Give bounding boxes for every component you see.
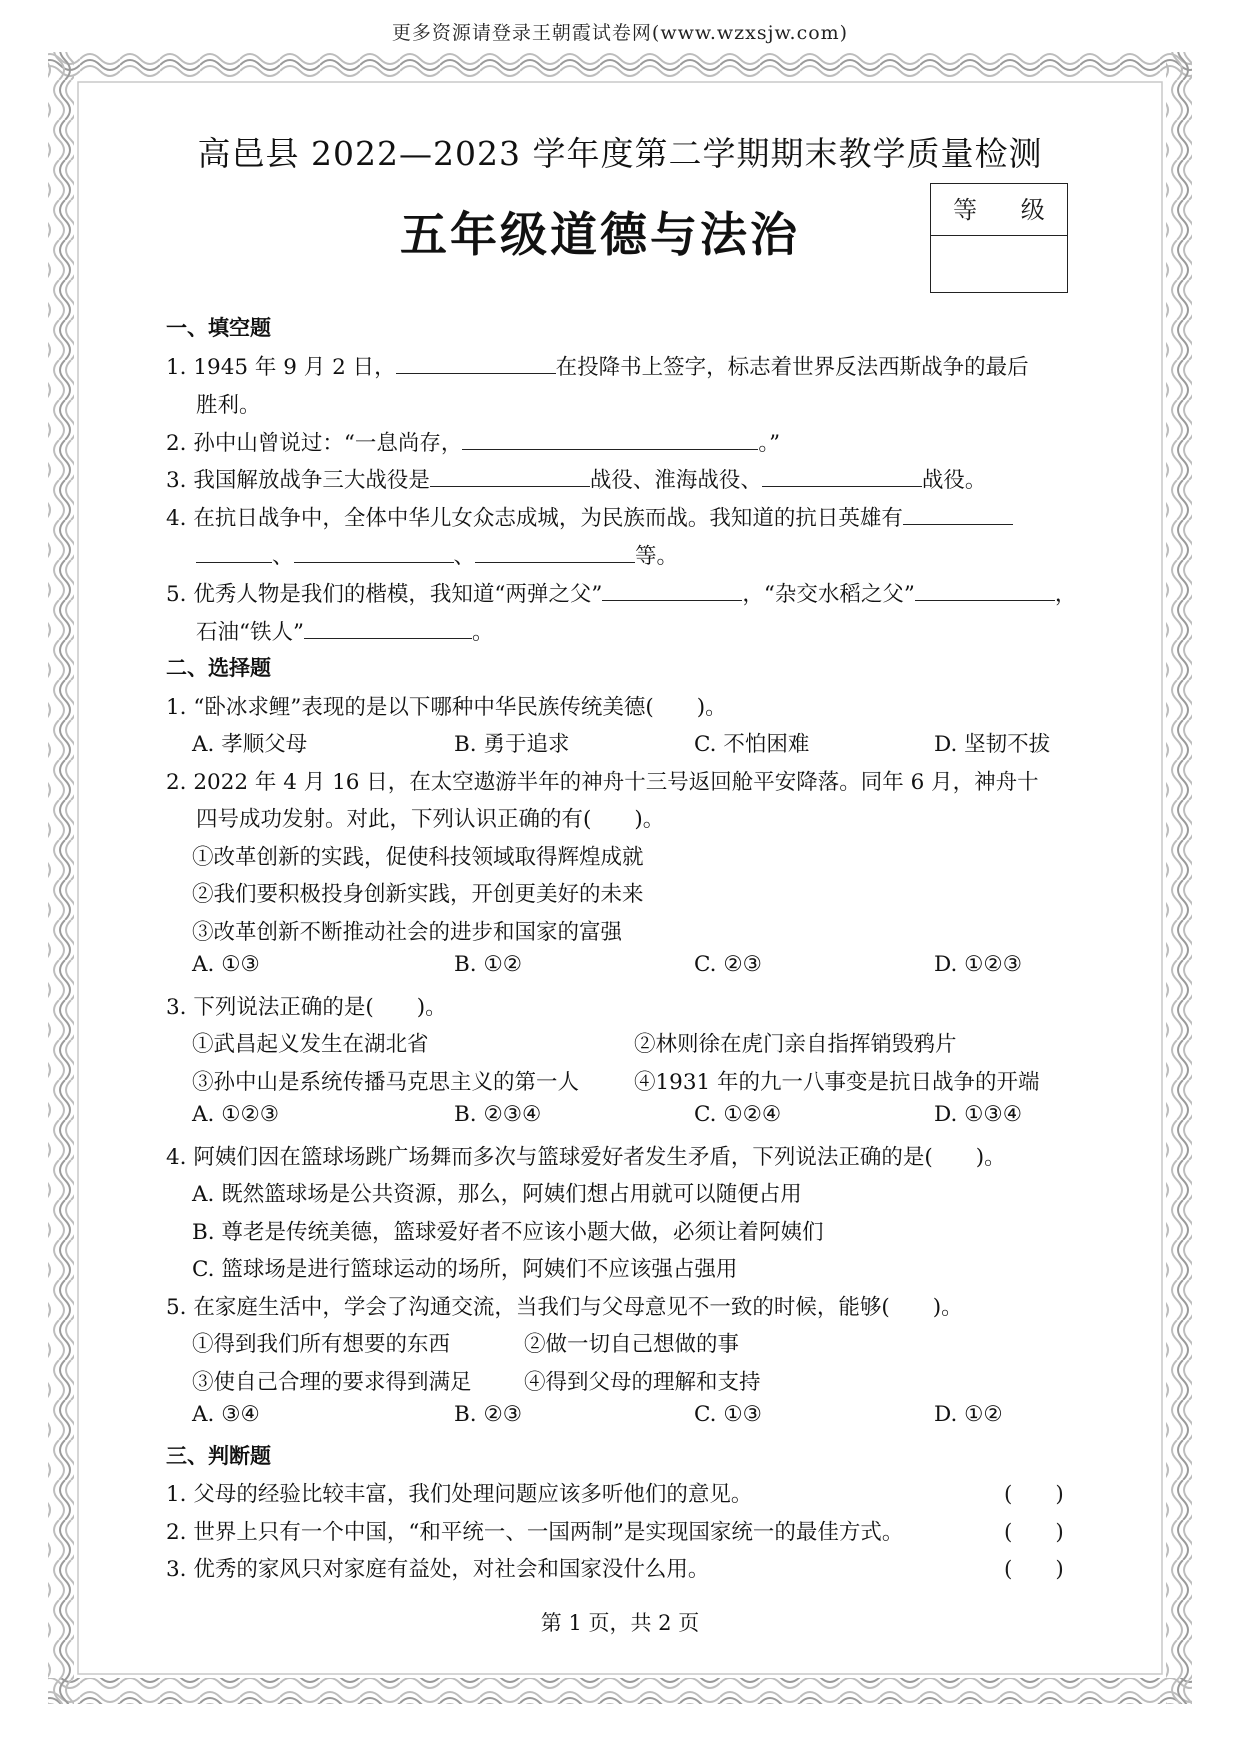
choice-option-d[interactable]: D. ①②: [934, 1402, 1003, 1427]
answer-blank[interactable]: [430, 464, 590, 487]
section-heading-fill: 一、填空题: [166, 316, 271, 340]
fill-question-3: [166, 463, 986, 494]
choice-option-a[interactable]: A. 孝顺父母: [192, 732, 308, 757]
section-heading-choice: 二、选择题: [166, 656, 271, 680]
choice-question-2-cont: 四号成功发射。对此，下列认识正确的有( )。: [196, 807, 665, 832]
answer-parenthesis[interactable]: ( ): [1004, 1520, 1064, 1545]
judge-question-3: 3. 优秀的家风只对家庭有益处，对社会和国家没什么用。: [166, 1557, 710, 1582]
text: 。”: [758, 431, 781, 456]
choice-option-d[interactable]: D. ①③④: [934, 1102, 1022, 1127]
choice-option-c[interactable]: C. ②③: [694, 952, 762, 977]
answer-blank[interactable]: [915, 578, 1055, 601]
choice-option-d[interactable]: D. 坚韧不拔: [934, 732, 1051, 757]
choice-question-4: 4. 阿姨们因在篮球场跳广场舞而多次与篮球爱好者发生矛盾，下列说法正确的是( )。: [166, 1145, 1006, 1170]
fill-question-4: [166, 501, 1013, 532]
statement-3: ③使自己合理的要求得到满足: [192, 1370, 472, 1395]
choice-option-a[interactable]: A. ①③: [192, 952, 260, 977]
choice-option-b[interactable]: B. 尊老是传统美德，篮球爱好者不应该小题大做，必须让着阿姨们: [192, 1220, 824, 1245]
section-heading-judge: 三、判断题: [166, 1444, 271, 1468]
answer-parenthesis[interactable]: ( ): [1004, 1482, 1064, 1507]
text: 4. 在抗日战争中，全体中华儿女众志成城，为民族而战。我知道的抗日英雄有: [166, 506, 903, 531]
subject-title: 五年级道德与法治: [400, 208, 800, 263]
choice-question-1: 1. “卧冰求鲤”表现的是以下哪种中华民族传统美德( )。: [166, 695, 727, 720]
choice-option-d[interactable]: D. ①②③: [934, 952, 1022, 977]
text: 在投降书上签字，标志着世界反法西斯战争的最后: [555, 355, 1029, 380]
choice-option-b[interactable]: B. ①②: [454, 952, 523, 977]
statement-1: ①改革创新的实践，促使科技领域取得辉煌成就: [192, 845, 644, 870]
answer-blank[interactable]: [903, 502, 1013, 525]
statement-3: ③改革创新不断推动社会的进步和国家的富强: [192, 920, 623, 945]
text: 5. 优秀人物是我们的楷模，我知道“两弹之父”: [166, 582, 603, 607]
choice-question-2: 2. 2022 年 4 月 16 日，在太空遨游半年的神舟十三号返回舱平安降落。同年 6 月，神舟十: [166, 770, 1039, 795]
page-number: 第 1 页，共 2 页: [540, 1611, 700, 1635]
choice-question-3: 3. 下列说法正确的是( )。: [166, 995, 447, 1020]
statement-3: ③孙中山是系统传播马克思主义的第一人: [192, 1070, 580, 1095]
choice-option-c[interactable]: C. ①②④: [694, 1102, 782, 1127]
text: 石油“铁人”: [196, 620, 304, 645]
answer-blank[interactable]: [396, 351, 556, 374]
text: 2. 孙中山曾说过：“一息尚存，: [166, 431, 463, 456]
text: 、: [453, 544, 476, 569]
text: 。: [471, 620, 494, 645]
statement-2: ②林则徐在虎门亲自指挥销毁鸦片: [634, 1032, 957, 1057]
choice-question-5: 5. 在家庭生活中，学会了沟通交流，当我们与父母意见不一致的时候，能够( )。: [166, 1295, 963, 1320]
exam-header-title: 高邑县 2022—2023 学年度第二学期期末教学质量检测: [197, 134, 1043, 173]
answer-blank[interactable]: [762, 464, 922, 487]
choice-option-c[interactable]: C. 篮球场是进行篮球运动的场所，阿姨们不应该强占强用: [192, 1257, 738, 1282]
answer-blank[interactable]: [196, 540, 272, 563]
judge-question-1: 1. 父母的经验比较丰富，我们处理问题应该多听他们的意见。: [166, 1482, 753, 1507]
grade-box: [930, 183, 1068, 293]
judge-question-2: 2. 世界上只有一个中国，“和平统一、一国两制”是实现国家统一的最佳方式。: [166, 1520, 904, 1545]
text: 战役、淮海战役、: [589, 468, 762, 493]
answer-blank[interactable]: [602, 578, 742, 601]
text: 3. 我国解放战争三大战役是: [166, 468, 430, 493]
choice-option-c[interactable]: C. 不怕困难: [694, 732, 810, 757]
text: 等。: [635, 544, 679, 569]
fill-question-2: [166, 426, 780, 457]
text: 1. 1945 年 9 月 2 日，: [166, 355, 396, 380]
statement-4: ④1931 年的九一八事变是抗日战争的开端: [634, 1070, 1040, 1095]
fill-question-5: [166, 577, 1076, 608]
grade-label: 等 级: [931, 184, 1067, 236]
answer-blank[interactable]: [475, 540, 635, 563]
choice-option-a[interactable]: A. 既然篮球场是公共资源，那么，阿姨们想占用就可以随便占用: [192, 1182, 802, 1207]
statement-4: ④得到父母的理解和支持: [524, 1370, 761, 1395]
fill-question-1: [166, 350, 1029, 381]
answer-blank[interactable]: [462, 427, 758, 450]
answer-blank[interactable]: [294, 540, 454, 563]
statement-1: ①得到我们所有想要的东西: [192, 1332, 451, 1357]
statement-1: ①武昌起义发生在湖北省: [192, 1032, 429, 1057]
statement-2: ②做一切自己想做的事: [524, 1332, 740, 1357]
choice-option-a[interactable]: A. ①②③: [192, 1102, 280, 1127]
answer-blank[interactable]: [304, 616, 472, 639]
fill-question-1-cont: 胜利。: [196, 393, 261, 418]
text: 战役。: [921, 468, 987, 493]
answer-parenthesis[interactable]: ( ): [1004, 1557, 1064, 1582]
choice-option-a[interactable]: A. ③④: [192, 1402, 260, 1427]
choice-option-b[interactable]: B. ②③④: [454, 1102, 542, 1127]
choice-option-b[interactable]: B. 勇于追求: [454, 732, 570, 757]
text: 、: [272, 544, 294, 569]
choice-option-b[interactable]: B. ②③: [454, 1402, 523, 1427]
fill-question-5-cont: [196, 615, 494, 646]
statement-2: ②我们要积极投身创新实践，开创更美好的未来: [192, 882, 644, 907]
text: ，: [1054, 582, 1077, 607]
choice-option-c[interactable]: C. ①③: [694, 1402, 762, 1427]
text: ，“杂交水稻之父”: [742, 582, 915, 607]
fill-question-4-cont: [196, 539, 678, 570]
site-watermark: 更多资源请登录王朝霞试卷网(www.wzxsjw.com): [391, 22, 849, 44]
